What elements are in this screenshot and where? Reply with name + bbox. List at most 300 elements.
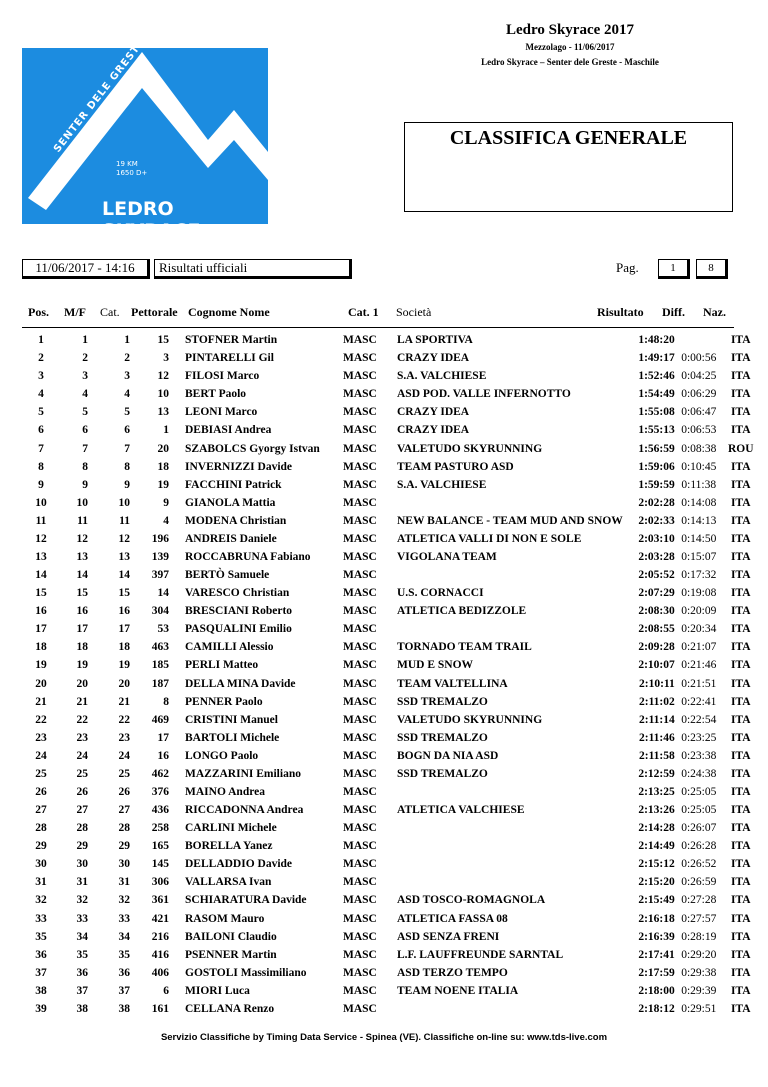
results-table (22, 331, 759, 1018)
cell-societa (397, 494, 623, 512)
table-row (22, 638, 759, 656)
cell-diff: 0:29:38 (681, 966, 717, 979)
logo-trail-text: SENTER DELE GRESTE (52, 37, 148, 155)
cell-pettorale: 17 (157, 731, 169, 744)
cell-cat: 37 (118, 984, 130, 997)
cell-risultato: 1:56:59 (638, 442, 675, 455)
cell-societa: CRAZY IDEA (397, 352, 470, 365)
cell-spacer (169, 910, 185, 928)
cell-mf: 31 (76, 876, 88, 889)
cell-societa: BOGN DA NIA ASD (397, 749, 499, 762)
cell-name: STOFNER Martin (185, 334, 278, 347)
cell-pos: 7 (38, 442, 44, 455)
table-row (22, 837, 759, 855)
event-subtitle-race: Ledro Skyrace – Senter dele Greste - Maschile (481, 57, 659, 67)
cell-naz: ITA (730, 496, 751, 509)
logo-stats (116, 160, 147, 178)
cell-name: BERTÒ Samuele (185, 569, 270, 582)
col-header-diff: Diff. (662, 305, 685, 319)
col-header-pos: Pos. (28, 305, 49, 319)
cell-pettorale: 145 (151, 858, 169, 871)
cell-risultato: 2:17:41 (638, 948, 675, 961)
cell-cat: 35 (118, 948, 130, 961)
table-row (22, 982, 759, 1000)
cell-pos: 19 (35, 659, 47, 672)
page-total: 8 (696, 259, 728, 279)
cell-pos: 16 (35, 605, 47, 618)
cell-pettorale: 469 (151, 713, 169, 726)
cell-pettorale: 306 (151, 876, 169, 889)
cell-mf: 23 (76, 731, 88, 744)
cell-spacer (169, 801, 185, 819)
cell-societa (397, 1000, 623, 1018)
col-header-risultato: Risultato (597, 305, 644, 319)
cell-spacer (169, 819, 185, 837)
cell-societa: VALETUDO SKYRUNNING (397, 713, 543, 726)
cell-mf: 35 (76, 948, 88, 961)
table-row (22, 584, 759, 602)
table-row (22, 1000, 759, 1018)
cell-pettorale: 187 (151, 677, 169, 690)
cell-cat: 1 (124, 334, 130, 347)
table-row (22, 530, 759, 548)
cell-name: RASOM Mauro (185, 912, 265, 925)
cell-name: GIANOLA Mattia (185, 496, 276, 509)
cell-risultato: 1:52:46 (638, 370, 675, 383)
cell-naz: ITA (730, 1002, 751, 1015)
cell-spacer (169, 765, 185, 783)
cell-naz: ITA (730, 785, 751, 798)
cell-spacer (169, 566, 185, 584)
cell-risultato: 2:15:49 (638, 894, 675, 907)
table-row (22, 458, 759, 476)
cell-naz: ITA (730, 912, 751, 925)
cell-diff: 0:04:25 (681, 370, 717, 383)
cell-cat: 18 (118, 641, 130, 654)
cell-cat1: MASC (343, 641, 377, 654)
table-row (22, 349, 759, 367)
cell-name: INVERNIZZI Davide (185, 460, 293, 473)
cell-societa: S.A. VALCHIESE (397, 370, 487, 383)
cell-spacer (169, 946, 185, 964)
cell-name: ANDREIS Daniele (185, 532, 277, 545)
cell-cat1: MASC (343, 334, 377, 347)
cell-cat: 9 (124, 478, 130, 491)
cell-mf: 32 (76, 894, 88, 907)
cell-spacer (169, 656, 185, 674)
cell-societa (397, 566, 623, 584)
cell-pos: 29 (35, 840, 47, 853)
cell-risultato: 2:18:12 (638, 1002, 675, 1015)
cell-mf: 38 (76, 1002, 88, 1015)
cell-diff: 0:20:09 (681, 605, 717, 618)
cell-diff: 0:25:05 (681, 804, 717, 817)
cell-cat: 34 (118, 930, 130, 943)
col-header-mf: M/F (64, 305, 86, 319)
cell-pettorale: 14 (157, 587, 169, 600)
classifica-title: CLASSIFICA GENERALE (449, 127, 688, 149)
cell-pos: 28 (35, 822, 47, 835)
cell-cat1: MASC (343, 912, 377, 925)
cell-diff: 0:21:51 (681, 677, 717, 690)
cell-pos: 11 (35, 514, 47, 527)
cell-pos: 33 (35, 912, 47, 925)
cell-societa (397, 819, 623, 837)
cell-spacer (169, 439, 185, 457)
cell-pos: 12 (35, 532, 47, 545)
cell-risultato: 2:09:28 (638, 641, 675, 654)
cell-naz: ITA (730, 948, 751, 961)
cell-pos: 23 (35, 731, 47, 744)
cell-risultato: 2:08:55 (638, 623, 675, 636)
cell-mf: 24 (76, 749, 88, 762)
cell-naz: ITA (730, 388, 751, 401)
cell-diff: 0:20:34 (681, 623, 717, 636)
cell-name: MAINO Andrea (185, 785, 265, 798)
cell-cat1: MASC (343, 460, 377, 473)
cell-diff: 0:15:07 (681, 550, 717, 563)
cell-name: PSENNER Martin (185, 948, 277, 961)
cell-pettorale: 18 (157, 460, 169, 473)
cell-societa: MUD E SNOW (397, 659, 474, 672)
cell-cat1: MASC (343, 677, 377, 690)
cell-risultato: 2:14:49 (638, 840, 675, 853)
table-row (22, 693, 759, 711)
cell-mf: 2 (82, 352, 88, 365)
cell-risultato: 2:13:26 (638, 804, 675, 817)
cell-mf: 26 (76, 785, 88, 798)
cell-cat: 22 (118, 713, 130, 726)
cell-diff: 0:06:53 (681, 424, 717, 437)
cell-pos: 1 (38, 334, 44, 347)
table-row (22, 367, 759, 385)
cell-pos: 36 (35, 948, 47, 961)
cell-spacer (169, 873, 185, 891)
table-row (22, 602, 759, 620)
cell-risultato: 2:02:33 (638, 514, 675, 527)
cell-mf: 4 (82, 388, 88, 401)
cell-pettorale: 13 (157, 406, 169, 419)
cell-societa: L.F. LAUFFREUNDE SARNTAL (397, 948, 564, 961)
cell-cat1: MASC (343, 894, 377, 907)
cell-naz: ITA (730, 659, 751, 672)
cell-cat1: MASC (343, 858, 377, 871)
cell-risultato: 2:11:02 (638, 695, 675, 708)
cell-societa: LA SPORTIVA (397, 334, 473, 347)
cell-name: FACCHINI Patrick (185, 478, 282, 491)
cell-naz: ITA (730, 605, 751, 618)
table-row (22, 566, 759, 584)
cell-cat1: MASC (343, 713, 377, 726)
cell-cat: 23 (118, 731, 130, 744)
cell-cat: 19 (118, 659, 130, 672)
table-row (22, 674, 759, 692)
cell-societa: ASD POD. VALLE INFERNOTTO (397, 388, 571, 401)
cell-cat1: MASC (343, 659, 377, 672)
cell-cat1: MASC (343, 370, 377, 383)
table-row (22, 403, 759, 421)
table-row (22, 729, 759, 747)
cell-spacer (169, 964, 185, 982)
cell-risultato: 2:10:11 (638, 677, 675, 690)
cell-pos: 21 (35, 695, 47, 708)
cell-name: BAILONI Claudio (185, 930, 277, 943)
cell-cat: 38 (118, 1002, 130, 1015)
cell-spacer (169, 476, 185, 494)
cell-pos: 20 (35, 677, 47, 690)
cell-pettorale: 216 (151, 930, 169, 943)
cell-risultato: 2:13:25 (638, 785, 675, 798)
cell-cat1: MASC (343, 876, 377, 889)
cell-mf: 30 (76, 858, 88, 871)
cell-naz: ITA (730, 587, 751, 600)
cell-naz: ITA (730, 569, 751, 582)
cell-risultato: 2:10:07 (638, 659, 675, 672)
results-body (22, 331, 759, 1018)
cell-risultato: 2:17:59 (638, 966, 675, 979)
cell-naz: ROU (727, 442, 754, 455)
table-row (22, 439, 759, 457)
table-row (22, 421, 759, 439)
cell-diff: 0:26:59 (681, 876, 717, 889)
cell-risultato: 2:12:59 (638, 767, 675, 780)
cell-cat: 15 (118, 587, 130, 600)
cell-cat: 33 (118, 912, 130, 925)
col-header-cat: Cat. (100, 305, 120, 319)
cell-diff: 0:23:25 (681, 731, 717, 744)
cell-cat1: MASC (343, 587, 377, 600)
cell-risultato: 2:08:30 (638, 605, 675, 618)
table-row (22, 747, 759, 765)
cell-name: GOSTOLI Massimiliano (185, 966, 307, 979)
cell-pettorale: 3 (163, 352, 169, 365)
ledro-skyrace-logo (22, 37, 268, 242)
cell-name: FILOSI Marco (185, 370, 260, 383)
logo-stats-distance: 19 KM (116, 160, 138, 168)
cell-cat1: MASC (343, 605, 377, 618)
cell-spacer (169, 458, 185, 476)
cell-spacer (169, 403, 185, 421)
cell-cat1: MASC (343, 948, 377, 961)
cell-name: ROCCABRUNA Fabiano (185, 550, 311, 563)
cell-cat1: MASC (343, 550, 377, 563)
cell-cat1: MASC (343, 388, 377, 401)
cell-naz: ITA (730, 713, 751, 726)
cell-name: PINTARELLI Gil (185, 352, 274, 365)
cell-naz: ITA (730, 894, 751, 907)
cell-mf: 16 (76, 605, 88, 618)
cell-name: PERLI Matteo (185, 659, 259, 672)
cell-cat1: MASC (343, 406, 377, 419)
cell-spacer (169, 982, 185, 1000)
cell-societa (397, 620, 623, 638)
cell-pos: 38 (35, 984, 47, 997)
cell-diff: 0:28:19 (681, 930, 717, 943)
cell-pettorale: 161 (151, 1002, 169, 1015)
cell-diff: 0:29:39 (681, 984, 717, 997)
cell-diff: 0:26:28 (681, 840, 717, 853)
cell-societa: ATLETICA VALCHIESE (397, 804, 525, 817)
cell-cat: 29 (118, 840, 130, 853)
cell-diff: 0:22:41 (681, 695, 717, 708)
table-row (22, 656, 759, 674)
cell-name: LONGO Paolo (185, 749, 259, 762)
col-header-naz: Naz. (703, 305, 726, 319)
cell-diff: 0:27:57 (681, 912, 717, 925)
cell-pos: 3 (38, 370, 44, 383)
cell-pettorale: 376 (151, 785, 169, 798)
cell-risultato: 1:48:20 (638, 334, 675, 347)
col-header-cat1: Cat. 1 (348, 305, 379, 319)
cell-diff: 0:14:50 (681, 532, 717, 545)
cell-risultato: 2:11:58 (638, 749, 675, 762)
cell-societa (397, 783, 623, 801)
cell-risultato: 2:18:00 (638, 984, 675, 997)
cell-spacer (169, 512, 185, 530)
cell-naz: ITA (730, 749, 751, 762)
cell-mf: 13 (76, 550, 88, 563)
cell-spacer (169, 331, 185, 349)
table-row (22, 548, 759, 566)
cell-pos: 6 (38, 424, 44, 437)
cell-cat: 13 (118, 550, 130, 563)
cell-cat: 2 (124, 352, 130, 365)
footer-text: Servizio Classifiche by Timing Data Service - Spinea (VE). Classifiche on-line su: www.tds-live.com (160, 1032, 608, 1043)
cell-pos: 24 (35, 749, 47, 762)
cell-naz: ITA (730, 731, 751, 744)
cell-cat: 7 (124, 442, 130, 455)
cell-cat1: MASC (343, 731, 377, 744)
cell-risultato: 2:05:52 (638, 569, 675, 582)
cell-pettorale: 20 (157, 442, 169, 455)
cell-diff: 0:14:13 (681, 514, 717, 527)
cell-diff: 0:23:38 (681, 749, 717, 762)
cell-cat: 17 (118, 623, 130, 636)
cell-diff: 0:21:46 (681, 659, 717, 672)
cell-mf: 36 (76, 966, 88, 979)
cell-diff: 0:22:54 (681, 713, 717, 726)
cell-societa: ASD SENZA FRENI (397, 930, 500, 943)
cell-naz: ITA (730, 876, 751, 889)
cell-name: BRESCIANI Roberto (185, 605, 293, 618)
cell-pos: 26 (35, 785, 47, 798)
cell-name: CELLANA Renzo (185, 1002, 275, 1015)
cell-diff: 0:08:38 (681, 442, 717, 455)
cell-spacer (169, 584, 185, 602)
cell-diff: 0:17:32 (681, 569, 717, 582)
cell-cat1: MASC (343, 569, 377, 582)
cell-societa: CRAZY IDEA (397, 406, 470, 419)
cell-cat1: MASC (343, 767, 377, 780)
cell-name: VARESCO Christian (185, 587, 290, 600)
cell-risultato: 1:55:08 (638, 406, 675, 419)
cell-mf: 27 (76, 804, 88, 817)
table-row (22, 946, 759, 964)
cell-spacer (169, 747, 185, 765)
cell-spacer (169, 693, 185, 711)
cell-name: CRISTINI Manuel (185, 713, 278, 726)
cell-pos: 4 (38, 388, 44, 401)
cell-mf: 11 (77, 514, 88, 527)
cell-pettorale: 462 (151, 767, 169, 780)
logo-main-text: LEDRO SKYRACE (102, 198, 201, 242)
cell-societa (397, 873, 623, 891)
cell-diff: 0:24:38 (681, 767, 717, 780)
cell-mf: 20 (76, 677, 88, 690)
cell-pos: 31 (35, 876, 47, 889)
cell-risultato: 2:03:28 (638, 550, 675, 563)
cell-pos: 8 (38, 460, 44, 473)
cell-mf: 17 (76, 623, 88, 636)
status-text: Risultati ufficiali (159, 260, 248, 275)
cell-diff: 0:26:52 (681, 858, 717, 871)
datetime-box (22, 259, 150, 279)
cell-pettorale: 463 (151, 641, 169, 654)
cell-pettorale: 9 (163, 496, 169, 509)
cell-risultato: 2:02:28 (638, 496, 675, 509)
cell-naz: ITA (730, 478, 751, 491)
cell-cat1: MASC (343, 1002, 377, 1015)
cell-pos: 37 (35, 966, 47, 979)
cell-pettorale: 4 (163, 514, 169, 527)
cell-pettorale: 8 (163, 695, 169, 708)
cell-pettorale: 139 (151, 550, 169, 563)
status-box (154, 259, 352, 279)
cell-naz: ITA (730, 370, 751, 383)
cell-spacer (169, 1000, 185, 1018)
cell-mf: 18 (76, 641, 88, 654)
cell-name: LEONI Marco (185, 406, 258, 419)
cell-naz: ITA (730, 822, 751, 835)
cell-spacer (169, 530, 185, 548)
cell-pos: 18 (35, 641, 47, 654)
cell-societa: TEAM VALTELLINA (397, 677, 508, 690)
cell-spacer (169, 638, 185, 656)
cell-naz: ITA (730, 930, 751, 943)
cell-naz: ITA (730, 406, 751, 419)
cell-mf: 15 (76, 587, 88, 600)
cell-cat1: MASC (343, 785, 377, 798)
cell-cat1: MASC (343, 804, 377, 817)
cell-name: VALLARSA Ivan (185, 876, 272, 889)
cell-cat1: MASC (343, 749, 377, 762)
cell-cat: 21 (118, 695, 130, 708)
cell-societa: ASD TOSCO-ROMAGNOLA (397, 894, 546, 907)
table-row (22, 711, 759, 729)
cell-pettorale: 6 (163, 984, 169, 997)
cell-cat1: MASC (343, 984, 377, 997)
cell-naz: ITA (730, 623, 751, 636)
cell-pos: 39 (35, 1002, 47, 1015)
cell-pettorale: 10 (157, 388, 169, 401)
cell-naz: ITA (730, 460, 751, 473)
cell-cat1: MASC (343, 496, 377, 509)
cell-cat1: MASC (343, 930, 377, 943)
table-row (22, 494, 759, 512)
cell-pos: 2 (38, 352, 44, 365)
col-header-societa: Società (396, 305, 432, 319)
cell-cat: 36 (118, 966, 130, 979)
cell-spacer (169, 855, 185, 873)
cell-pettorale: 406 (151, 966, 169, 979)
cell-naz: ITA (730, 966, 751, 979)
cell-pettorale: 258 (151, 822, 169, 835)
cell-cat: 24 (118, 749, 130, 762)
cell-risultato: 2:15:20 (638, 876, 675, 889)
cell-pettorale: 12 (157, 370, 169, 383)
header-divider (22, 327, 734, 328)
cell-risultato: 2:16:18 (638, 912, 675, 925)
